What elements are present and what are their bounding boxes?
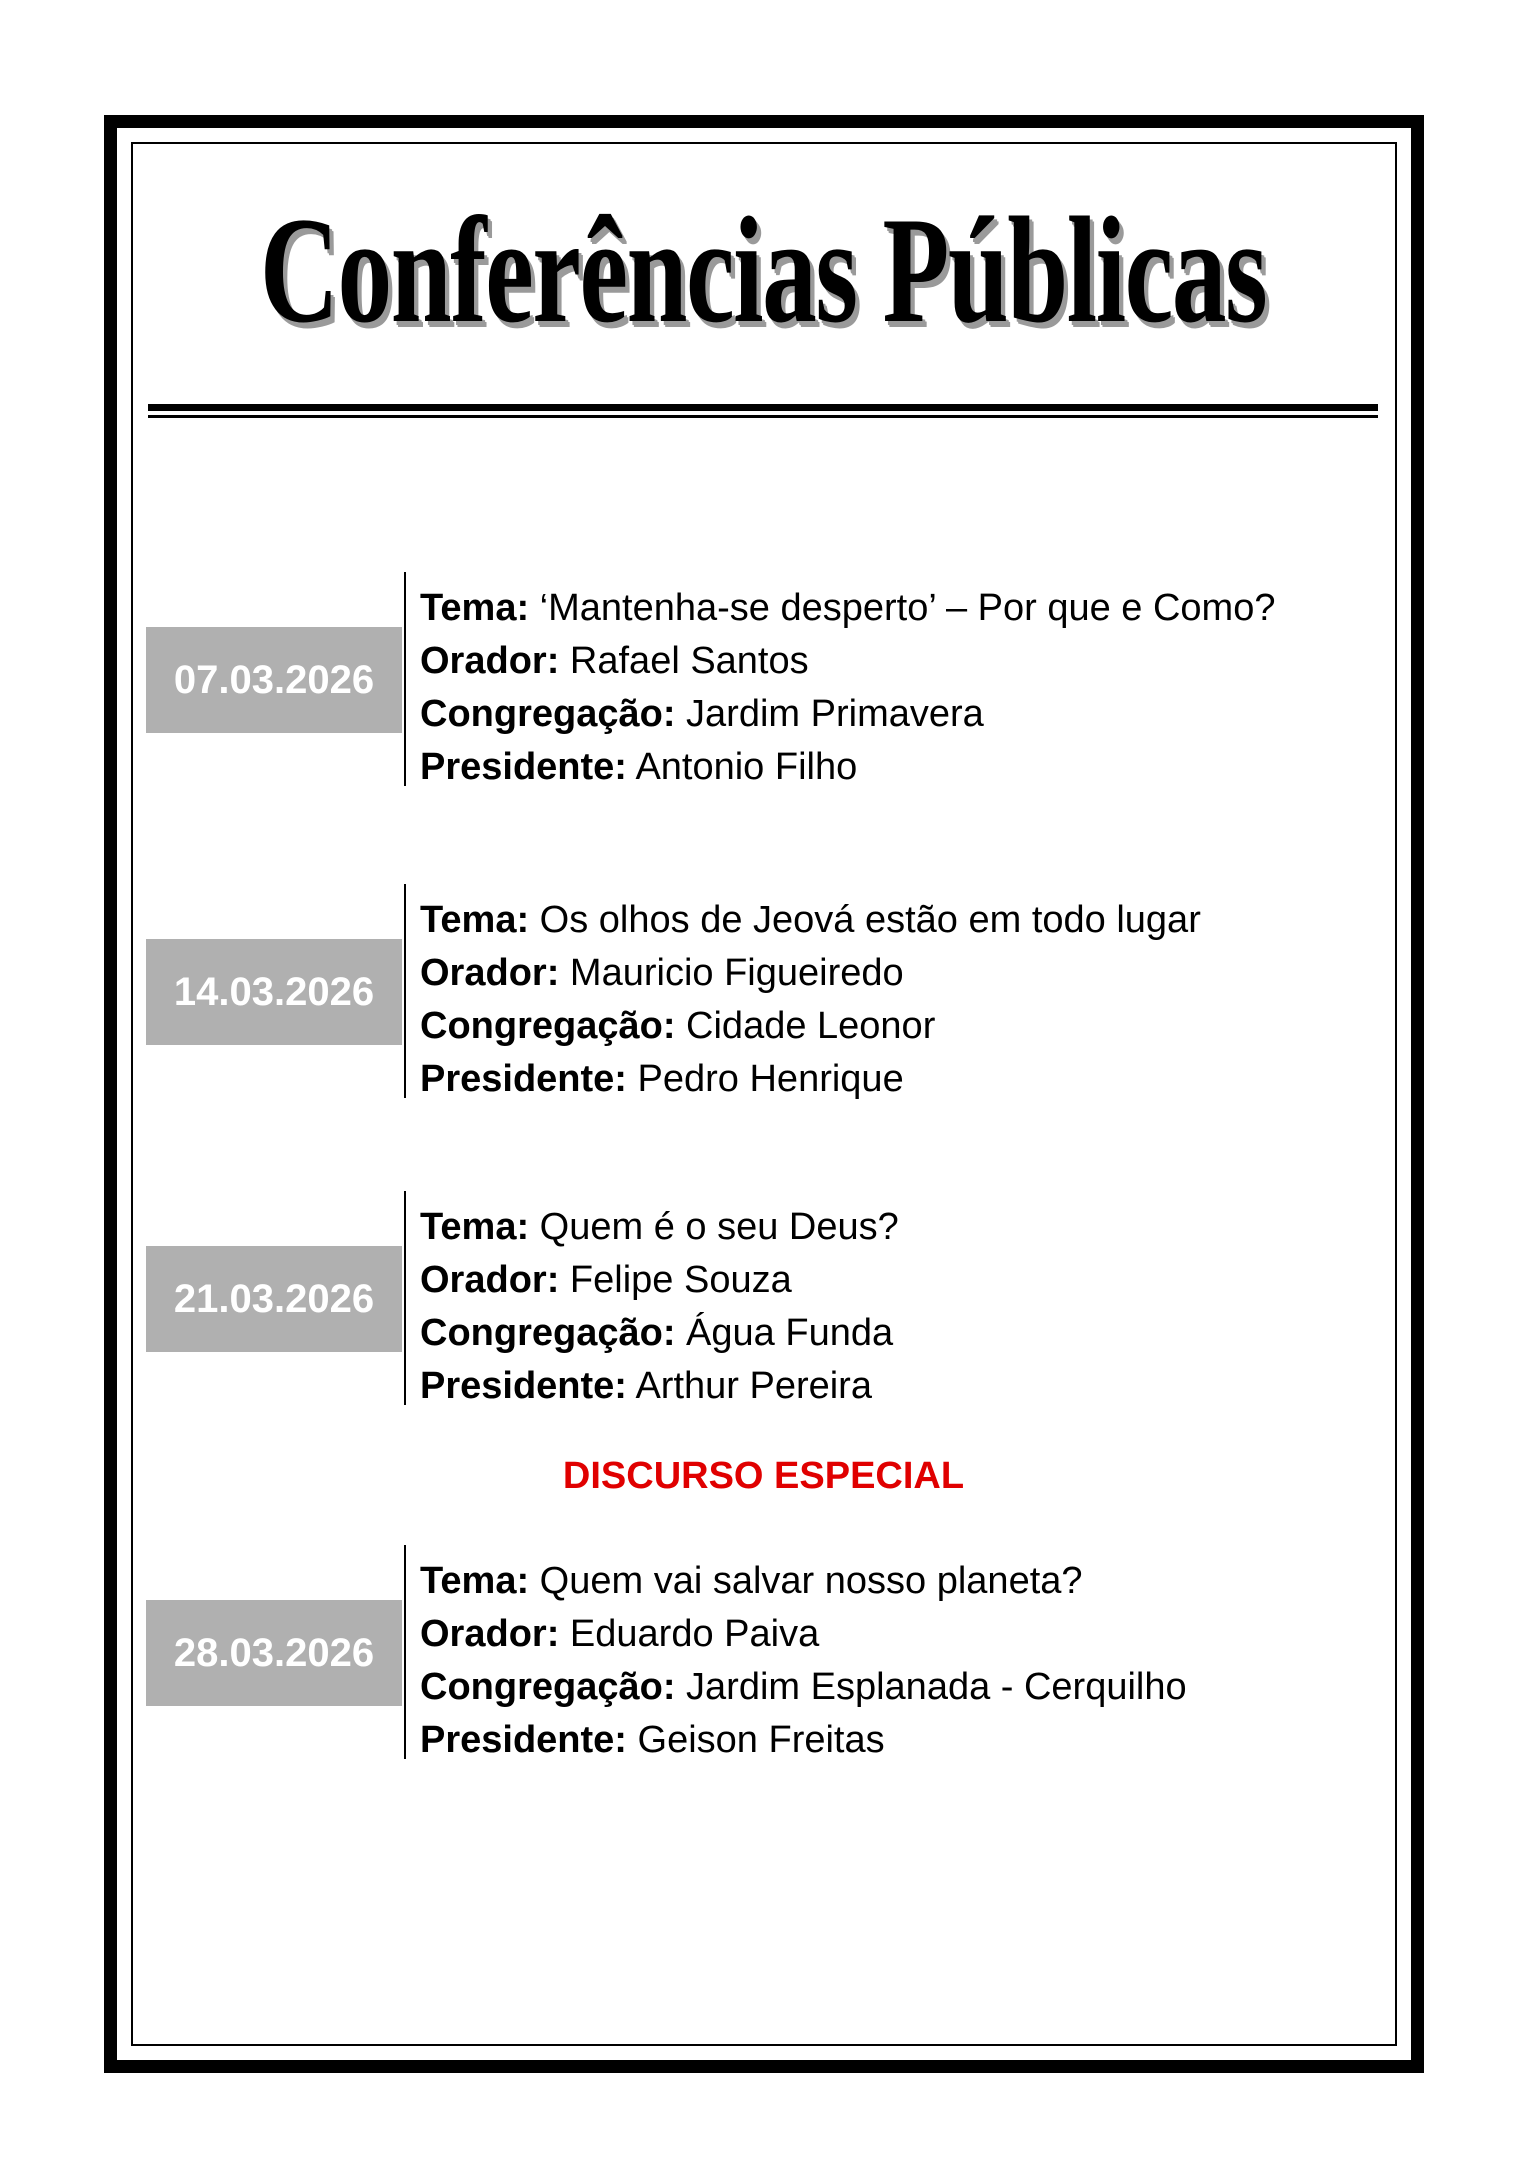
date-badge: 28.03.2026 xyxy=(146,1600,402,1706)
tema-label: Tema: xyxy=(420,587,530,629)
congregacao-row xyxy=(420,1661,1187,1714)
congregacao-row xyxy=(420,688,1275,741)
orador-label: Orador: xyxy=(420,952,560,994)
page-title: Conferências Públicas xyxy=(259,186,1267,354)
entry-divider xyxy=(404,1191,406,1405)
orador-row xyxy=(420,635,1275,688)
entry-details xyxy=(420,894,1201,1106)
tema-value: ‘Mantenha-se desperto’ – Por que e Como? xyxy=(539,587,1276,629)
tema-label: Tema: xyxy=(420,1206,530,1248)
tema-row xyxy=(420,582,1275,635)
orador-value: Eduardo Paiva xyxy=(569,1613,820,1655)
presidente-row xyxy=(420,1360,899,1413)
entry-details xyxy=(420,582,1275,794)
congregacao-value: Jardim Esplanada - Cerquilho xyxy=(686,1666,1187,1708)
orador-value: Felipe Souza xyxy=(569,1259,792,1301)
orador-label: Orador: xyxy=(420,640,560,682)
orador-value: Mauricio Figueiredo xyxy=(569,952,904,994)
congregacao-value: Água Funda xyxy=(686,1312,894,1354)
orador-label: Orador: xyxy=(420,1259,560,1301)
title-divider-thick xyxy=(148,404,1378,411)
orador-row xyxy=(420,1608,1187,1661)
orador-value: Rafael Santos xyxy=(569,640,809,682)
entry-divider xyxy=(404,572,406,786)
presidente-value: Arthur Pereira xyxy=(635,1365,872,1407)
tema-value: Os olhos de Jeová estão em todo lugar xyxy=(539,899,1201,941)
special-talk-label: DISCURSO ESPECIAL xyxy=(562,1455,965,1497)
congregacao-row xyxy=(420,1000,1201,1053)
tema-value: Quem é o seu Deus? xyxy=(539,1206,899,1248)
presidente-row xyxy=(420,1714,1187,1767)
presidente-value: Geison Freitas xyxy=(637,1719,885,1761)
tema-row xyxy=(420,1201,899,1254)
presidente-value: Pedro Henrique xyxy=(637,1058,904,1100)
presidente-label: Presidente: xyxy=(420,1719,627,1761)
orador-row xyxy=(420,947,1201,1000)
tema-value: Quem vai salvar nosso planeta? xyxy=(539,1560,1083,1602)
entry-divider xyxy=(404,884,406,1098)
presidente-label: Presidente: xyxy=(420,1365,627,1407)
congregacao-row xyxy=(420,1307,899,1360)
date-badge: 21.03.2026 xyxy=(146,1246,402,1352)
entry-details xyxy=(420,1201,899,1413)
congregacao-value: Cidade Leonor xyxy=(686,1005,936,1047)
date-badge: 07.03.2026 xyxy=(146,627,402,733)
presidente-row xyxy=(420,1053,1201,1106)
tema-row xyxy=(420,1555,1187,1608)
presidente-value: Antonio Filho xyxy=(635,746,858,788)
title-divider-thin xyxy=(148,415,1378,418)
presidente-label: Presidente: xyxy=(420,746,627,788)
congregacao-label: Congregação: xyxy=(420,1005,676,1047)
date-badge: 14.03.2026 xyxy=(146,939,402,1045)
tema-label: Tema: xyxy=(420,1560,530,1602)
congregacao-label: Congregação: xyxy=(420,693,676,735)
congregacao-value: Jardim Primavera xyxy=(686,693,984,735)
congregacao-label: Congregação: xyxy=(420,1312,676,1354)
orador-row xyxy=(420,1254,899,1307)
orador-label: Orador: xyxy=(420,1613,560,1655)
tema-row xyxy=(420,894,1201,947)
entry-divider xyxy=(404,1545,406,1759)
congregacao-label: Congregação: xyxy=(420,1666,676,1708)
entry-details xyxy=(420,1555,1187,1767)
presidente-row xyxy=(420,741,1275,794)
tema-label: Tema: xyxy=(420,899,530,941)
presidente-label: Presidente: xyxy=(420,1058,627,1100)
